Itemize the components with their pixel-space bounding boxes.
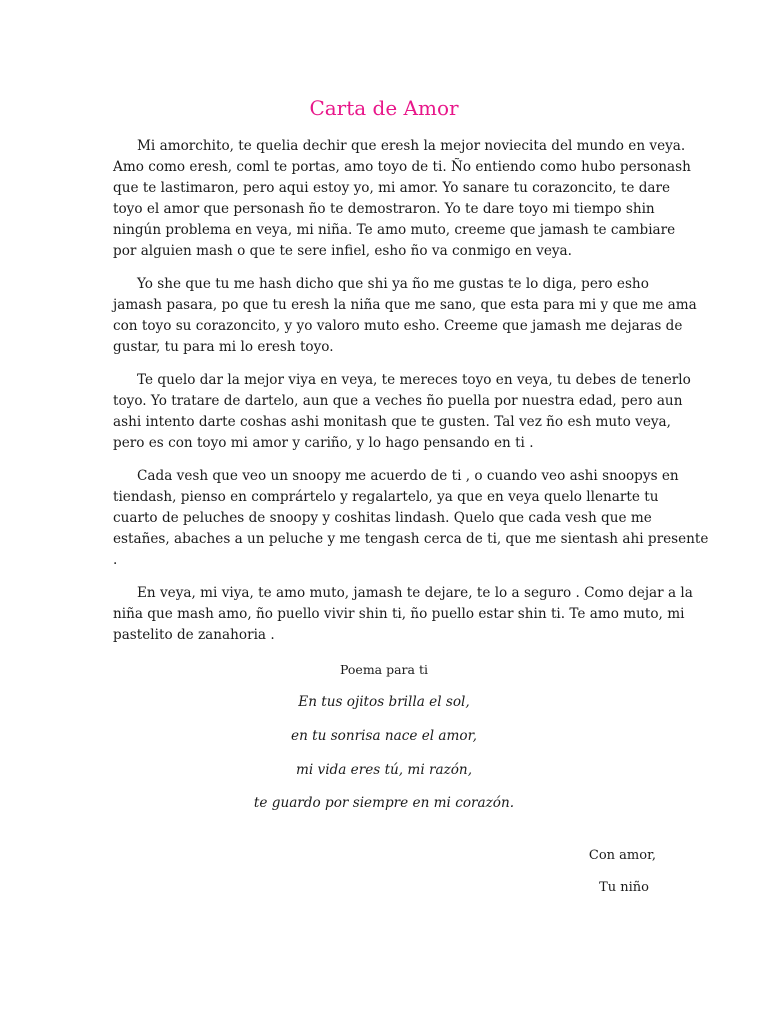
poem-line: En tus ojitos brilla el sol, <box>298 694 470 710</box>
paragraph-line: niña que mash amo, ño puello vivir shin ti, ño puello estar shin ti. Te amo muto, mi <box>113 606 685 622</box>
paragraph-line: ashi intento darte coshas ashi monitash que te gusten. Tal vez ño esh muto veya, <box>113 414 671 430</box>
paragraph-5 <box>113 583 693 646</box>
paragraph-line: En veya, mi viya, te amo muto, jamash te dejare, te lo a seguro . Como dejar a la <box>137 585 693 601</box>
paragraph-4 <box>113 466 709 571</box>
paragraph-line: ningún problema en veya, mi niña. Te amo muto, creeme que jamash te cambiare <box>113 222 676 238</box>
paragraph-3 <box>113 370 691 454</box>
page-title: Carta de Amor <box>309 96 459 120</box>
paragraph-line: gustar, tu para mi lo eresh toyo. <box>113 339 334 355</box>
paragraph-line: Mi amorchito, te quelia dechir que eresh la mejor noviecita del mundo en veya. <box>137 138 686 154</box>
poem-line: en tu sonrisa nace el amor, <box>291 728 477 744</box>
paragraph-2 <box>113 274 697 358</box>
paragraph-line: pastelito de zanahoria . <box>113 627 275 643</box>
paragraph-line: toyo el amor que personash ño te demostraron. Yo te dare toyo mi tiempo shin <box>113 201 655 217</box>
paragraph-line: estañes, abaches a un peluche y me tengash cerca de ti, que me sientash ahi presente <box>113 531 709 547</box>
paragraph-line: toyo. Yo tratare de dartelo, aun que a veches ño puella por nuestra edad, pero aun <box>113 393 683 409</box>
paragraph-1 <box>113 136 691 262</box>
paragraph-line: Cada vesh que veo un snoopy me acuerdo de ti , o cuando veo ashi snoopys en <box>137 468 679 484</box>
paragraph-line: tiendash, pienso en comprártelo y regalartelo, ya que en veya quelo llenarte tu <box>113 489 659 505</box>
closing: Con amor, <box>588 848 656 863</box>
paragraph-line: con toyo su corazoncito, y yo valoro muto esho. Creeme que jamash me dejaras de <box>113 318 683 334</box>
poem-line: te guardo por siempre en mi corazón. <box>253 795 515 811</box>
paragraph-line: que te lastimaron, pero aqui estoy yo, mi amor. Yo sanare tu corazoncito, te dare <box>113 180 671 196</box>
signature: Tu niño <box>599 880 649 895</box>
paragraph-line: pero es con toyo mi amor y cariño, y lo hago pensando en ti . <box>113 435 534 451</box>
paragraph-line: Yo she que tu me hash dicho que shi ya ño me gustas te lo diga, pero esho <box>137 276 649 292</box>
paragraph-line: . <box>113 552 118 568</box>
paragraph-line: por alguien mash o que te sere infiel, esho ño va conmigo en veya. <box>113 243 572 259</box>
paragraph-line: cuarto de peluches de snoopy y coshitas lindash. Quelo que cada vesh que me <box>113 510 652 526</box>
poem-line: mi vida eres tú, mi razón, <box>295 762 473 778</box>
poem-heading: Poema para ti <box>340 662 428 677</box>
paragraph-line: Te quelo dar la mejor viya en veya, te mereces toyo en veya, tu debes de tenerlo <box>137 372 691 388</box>
paragraph-line: jamash pasara, po que tu eresh la niña que me sano, que esta para mi y que me ama <box>113 297 697 313</box>
paragraph-line: Amo como eresh, coml te portas, amo toyo de ti. Ño entiendo como hubo personash <box>113 159 691 175</box>
